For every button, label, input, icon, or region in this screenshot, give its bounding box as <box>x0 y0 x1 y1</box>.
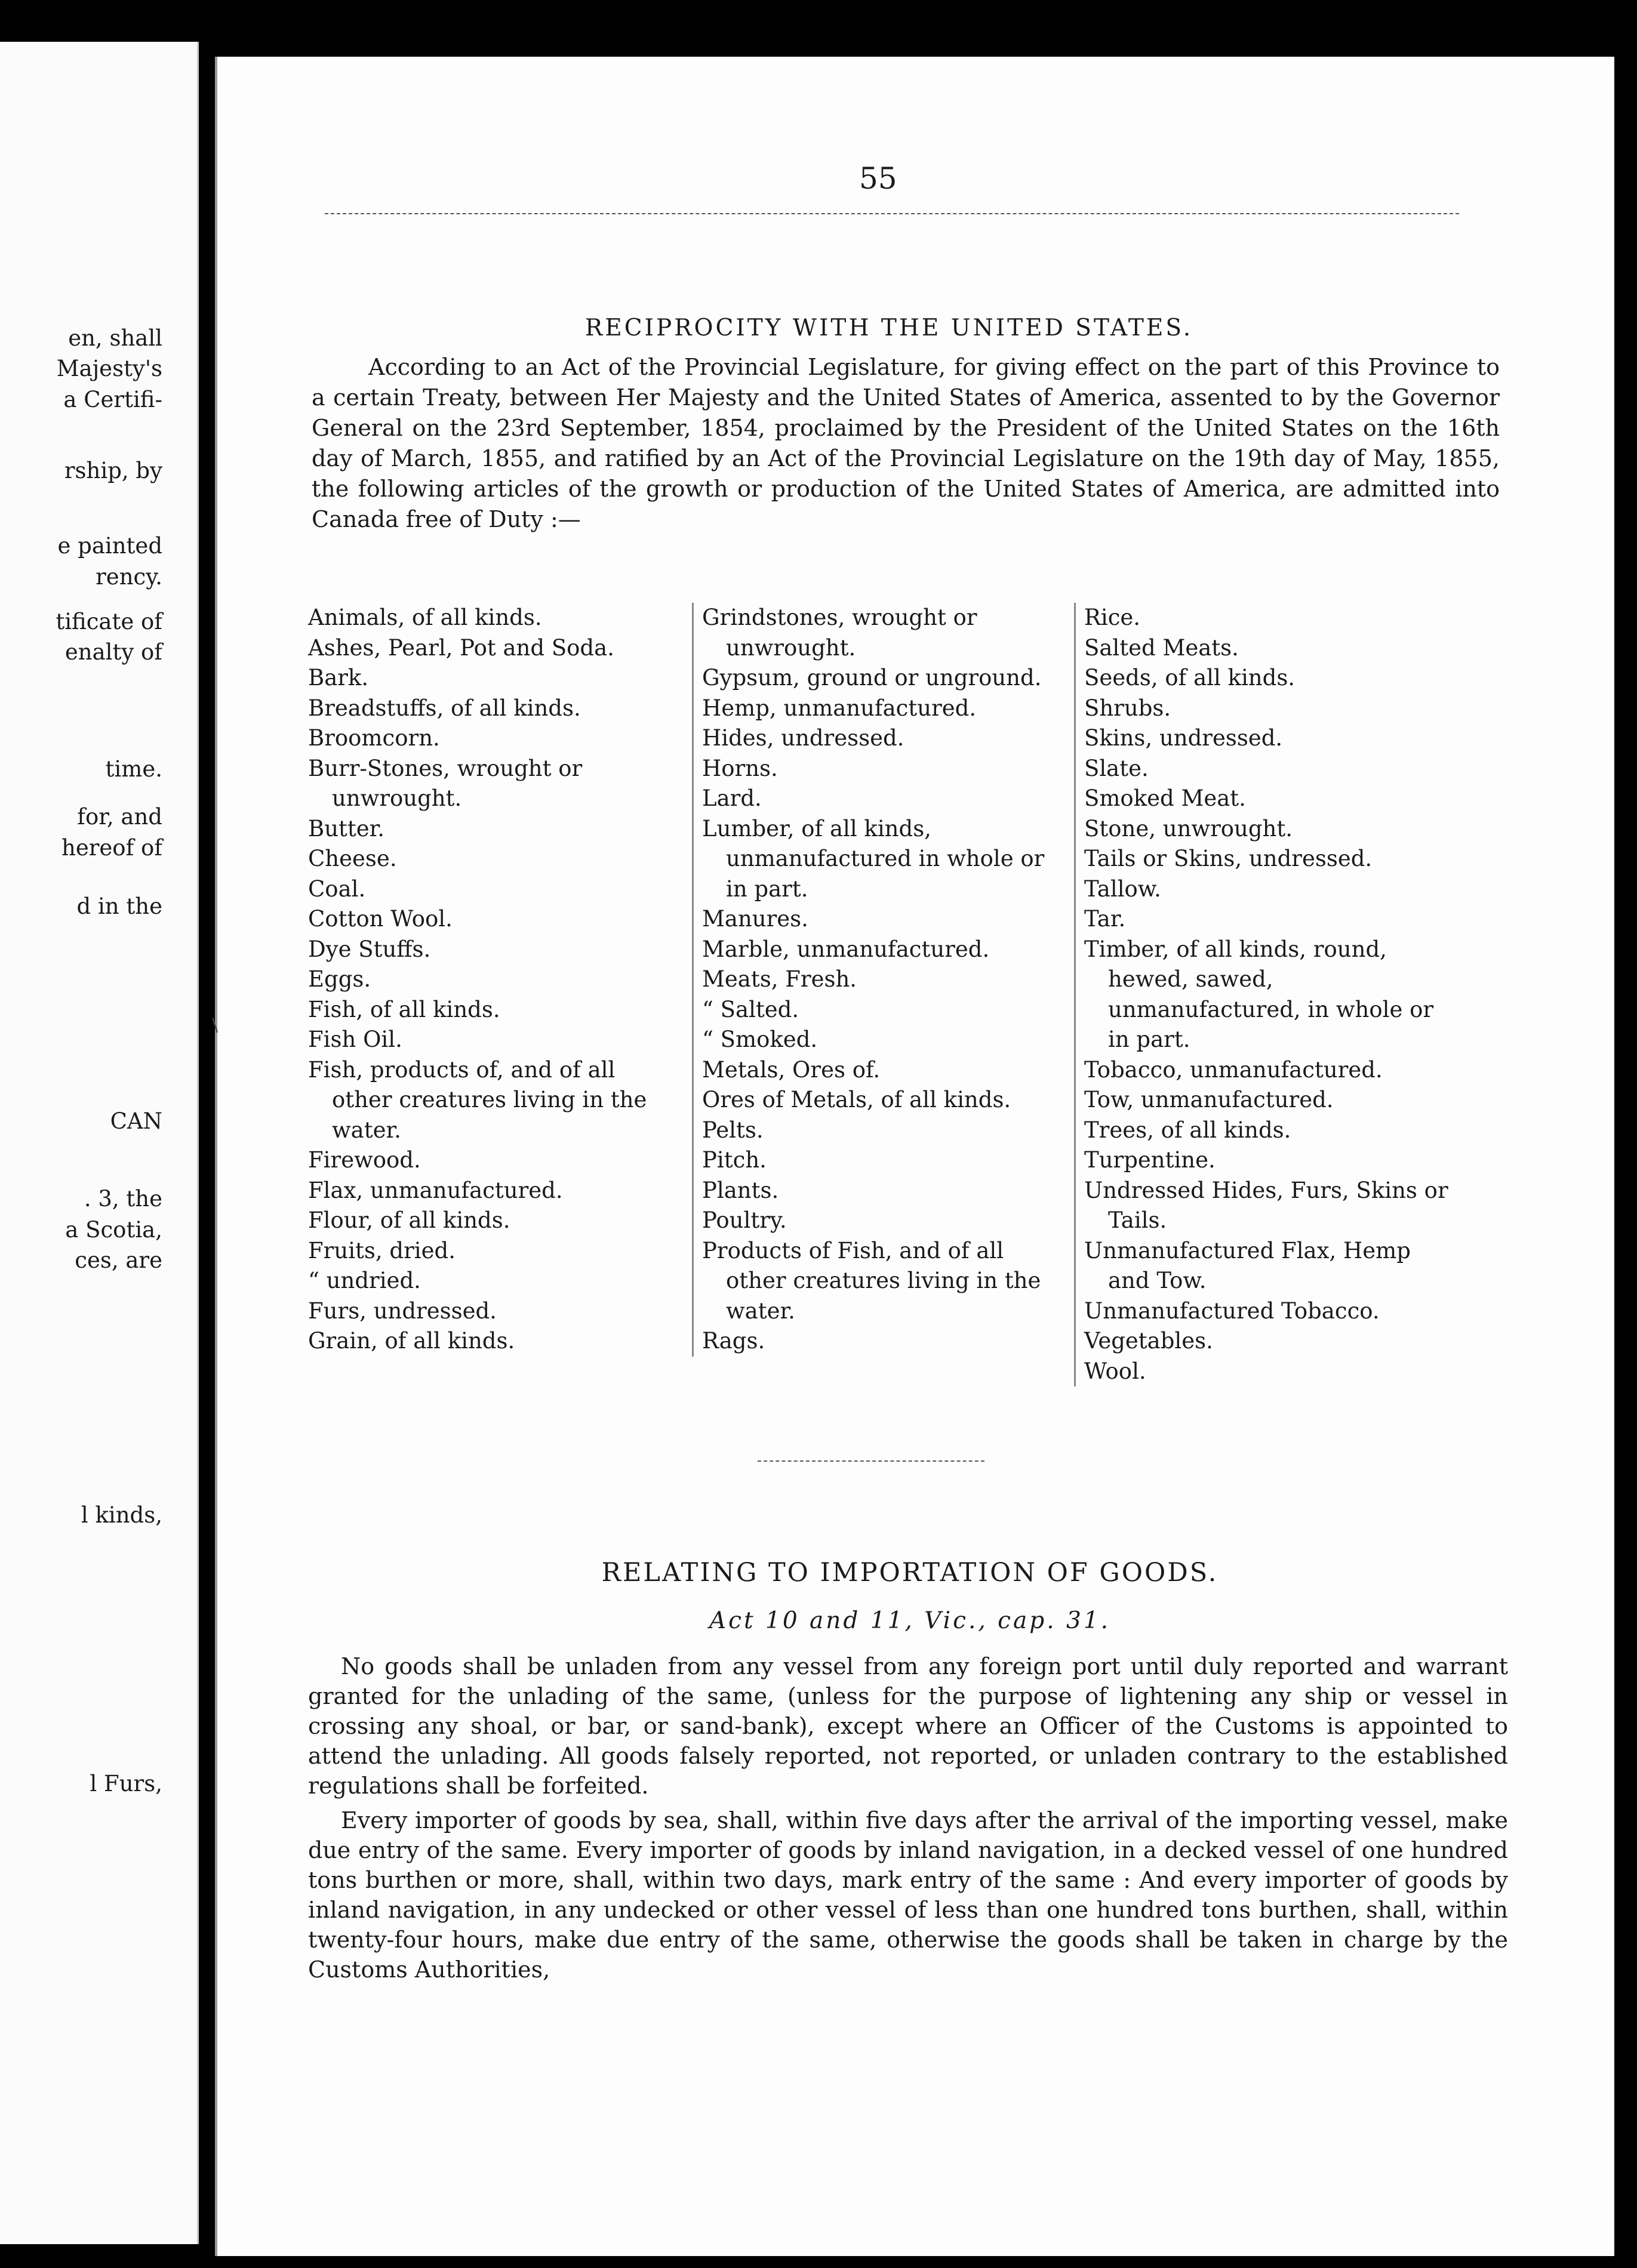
left-page-fragment: l kinds, <box>81 1502 162 1528</box>
header-rule <box>325 213 1459 214</box>
article-item: Undressed Hides, Furs, Skins or Tails. <box>1084 1177 1448 1233</box>
intro-paragraph: According to an Act of the Provincial Legislature, for giving effect on the part of this Province to a certain Treaty, between Her Majesty and the United States of America, assented to by the Governor General on the 23rd September, 1854, proclaimed by the President of the United States on the 16th day of March, 1855, and ratified by an Act of the Provincial Legislature on the 19th day of May, 1855, the following articles of the growth or production of the United States of America, are admitted into Canada free of Duty :— <box>312 354 1500 532</box>
article-item: Fruits, dried. <box>308 1237 456 1264</box>
article-item: Tobacco, unmanufactured. <box>1084 1056 1383 1083</box>
articles-column-2 <box>692 603 1066 1357</box>
article-item: Tails or Skins, undressed. <box>1084 846 1373 871</box>
article-item: “ Smoked. <box>702 1027 818 1052</box>
article-item: “ undried. <box>308 1268 421 1293</box>
article-item: Tallow. <box>1084 876 1161 902</box>
article-item: Fish, of all kinds. <box>308 996 500 1022</box>
article-item: Slate. <box>1084 755 1149 781</box>
left-page-fragment: ces, are <box>75 1247 162 1273</box>
article-item: Bark. <box>308 665 369 691</box>
left-page-fragment: rship, by <box>64 458 162 483</box>
left-page-fragment: Majesty's <box>56 356 162 381</box>
article-item: Rice. <box>1084 605 1141 630</box>
article-item: Burr-Stones, wrought or unwrought. <box>308 755 583 811</box>
left-page-fragment: d in the <box>76 893 162 919</box>
body-paragraph: No goods shall be unladen from any vessel from any foreign port until duly reported and warrant granted for the unlading of the same, (unless for the purpose of lightening any ship or vessel in crossing any shoal, or bar, or sand-bank), except where an Officer of the Customs is appointed to attend the unlading. All goods falsely reported, not reported, or unladen contrary to the established regulations shall be forfeited. <box>308 1653 1508 1799</box>
left-page-fragment: a Certifi- <box>63 387 162 412</box>
article-item: Grain, of all kinds. <box>308 1328 515 1354</box>
article-item: Tar. <box>1084 906 1126 932</box>
article-item: Dye Stuffs. <box>308 936 431 962</box>
left-page-fragment: for, and <box>77 804 162 830</box>
article-item: Furs, undressed. <box>308 1298 497 1324</box>
section-divider <box>758 1460 984 1462</box>
article-item: Poultry. <box>702 1207 787 1233</box>
article-item: Flour, of all kinds. <box>308 1207 510 1233</box>
article-item: Timber, of all kinds, round, hewed, sawed, unmanufactured, in whole or in part. <box>1084 936 1434 1052</box>
articles-column-1 <box>308 603 648 1357</box>
article-item: “ Salted. <box>702 996 799 1022</box>
article-item: Broomcorn. <box>308 725 440 751</box>
left-page-fragment: e painted <box>57 533 162 559</box>
article-item: Skins, undressed. <box>1084 725 1283 751</box>
section-title-reciprocity: RECIPROCITY WITH THE UNITED STATES. <box>584 315 1193 341</box>
section-title-importation: RELATING TO IMPORTATION OF GOODS. <box>601 1558 1218 1588</box>
left-page-fragment: . 3, the <box>84 1186 162 1212</box>
article-item: Pitch. <box>702 1147 767 1173</box>
page-number: 55 <box>859 161 897 196</box>
article-item: Pelts. <box>702 1117 764 1143</box>
article-item: Lumber, of all kinds, unmanufactured in whole or in part. <box>702 815 1045 902</box>
article-item: Grindstones, wrought or unwrought. <box>702 605 977 661</box>
article-item: Metals, Ores of. <box>702 1056 881 1083</box>
article-item: Breadstuffs, of all kinds. <box>308 695 581 721</box>
left-page-fragment: CAN <box>110 1108 162 1134</box>
left-page-fragment: hereof of <box>61 835 162 861</box>
article-item: Smoked Meat. <box>1084 785 1246 811</box>
article-item: Unmanufactured Flax, Hemp and Tow. <box>1084 1237 1411 1293</box>
article-item: Vegetables. <box>1084 1328 1213 1354</box>
articles-column-3 <box>1074 603 1454 1386</box>
article-item: Butter. <box>308 815 385 842</box>
margin-mark: \ <box>212 1015 219 1036</box>
left-page-fragment: enalty of <box>64 639 162 665</box>
article-item: Eggs. <box>308 966 371 992</box>
article-item: Products of Fish, and of all other creatures living in the water. <box>702 1237 1041 1324</box>
article-item: Manures. <box>702 906 808 932</box>
article-item: Shrubs. <box>1084 695 1171 721</box>
left-page-fragment: l Furs, <box>90 1771 162 1796</box>
article-item: Seeds, of all kinds. <box>1084 665 1296 691</box>
act-reference: Act 10 and 11, Vic., cap. 31. <box>709 1607 1111 1634</box>
article-item: Hemp, unmanufactured. <box>702 695 977 721</box>
article-item: Ores of Metals, of all kinds. <box>702 1087 1011 1113</box>
article-item: Meats, Fresh. <box>702 966 857 992</box>
article-item: Hides, undressed. <box>702 725 904 751</box>
left-page-fragment: a Scotia, <box>65 1217 162 1243</box>
article-item: Unmanufactured Tobacco. <box>1084 1298 1380 1324</box>
article-item: Trees, of all kinds. <box>1084 1117 1291 1143</box>
article-item: Marble, unmanufactured. <box>702 936 990 962</box>
article-item: Plants. <box>702 1177 779 1203</box>
article-item: Coal. <box>308 876 366 902</box>
article-item: Stone, unwrought. <box>1084 815 1293 842</box>
left-page-fragment: en, shall <box>68 325 162 351</box>
article-item: Cheese. <box>308 846 397 871</box>
article-item: Fish Oil. <box>308 1027 402 1052</box>
article-item: Rags. <box>702 1328 765 1354</box>
article-item: Horns. <box>702 755 778 781</box>
article-item: Turpentine. <box>1084 1147 1216 1173</box>
article-item: Fish, products of, and of all other creatures living in the water. <box>308 1056 647 1143</box>
article-item: Wool. <box>1084 1358 1146 1384</box>
page-55 <box>215 57 1614 2256</box>
left-page-fragment: rency. <box>96 564 162 590</box>
article-item: Ashes, Pearl, Pot and Soda. <box>308 634 614 661</box>
left-facing-page <box>0 42 199 2244</box>
article-item: Tow, unmanufactured. <box>1084 1087 1334 1113</box>
left-page-fragment: tificate of <box>56 609 162 634</box>
article-item: Cotton Wool. <box>308 906 453 932</box>
article-item: Firewood. <box>308 1147 421 1173</box>
body-paragraph: Every importer of goods by sea, shall, within five days after the arrival of the importing vessel, make due entry of the same. Every importer of goods by inland navigation, in a decked vessel of one hundred tons burthen or more, shall, within two days, mark entry of the same : And every importer of goods by inland navigation, in any undecked or other vessel of less than one hundred tons burthen, shall, within twenty-four hours, make due entry of the same, otherwise the goods shall be taken in charge by the Customs Authorities, <box>308 1807 1508 1983</box>
article-item: Flax, unmanufactured. <box>308 1177 563 1203</box>
article-item: Salted Meats. <box>1084 634 1239 661</box>
article-item: Gypsum, ground or unground. <box>702 665 1042 691</box>
article-item: Lard. <box>702 785 762 811</box>
left-page-fragment: time. <box>105 756 162 782</box>
article-item: Animals, of all kinds. <box>308 605 542 630</box>
